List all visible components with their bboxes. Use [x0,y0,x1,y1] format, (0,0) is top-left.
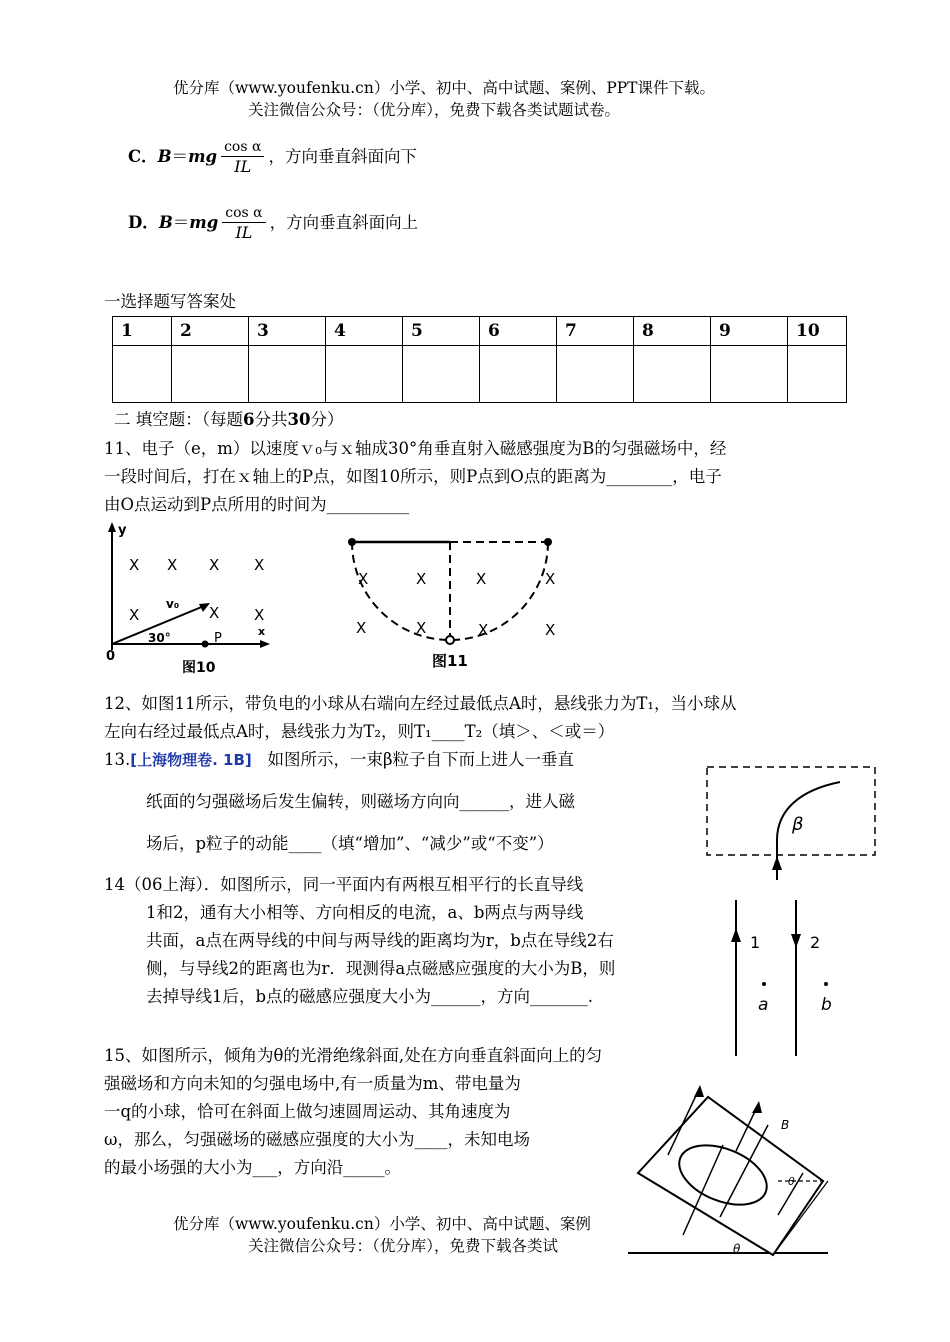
option-c-label: C． [128,147,158,166]
incline-B-label: B [781,1118,790,1132]
q13-line-3: 场后，p粒子的动能____（填“增加”、“减少”或“不变”） [146,834,554,853]
fig10-field-mark: X [209,556,220,574]
q14-line-5: 去掉导线1后，b点的磁感应强度大小为______，方向_______. [146,987,594,1006]
fig11-field-mark: X [416,619,427,637]
answer-cell[interactable] [249,346,326,403]
fig10-x-arrow [260,640,270,648]
fig10-point-p [202,641,209,648]
q12-line-1: 12、如图11所示，带负电的小球从右端向左经过最低点A时，悬线张力为T₁，当小球从 [104,694,737,713]
option-d-label: D． [128,213,159,232]
q15-line-3: 一q的小球，恰可在斜面上做匀速圆周运动、其角速度为 [104,1102,511,1121]
beta-trajectory [777,782,840,880]
answer-col-5: 5 [403,317,480,346]
answer-cell[interactable] [172,346,249,403]
answer-cell[interactable] [634,346,711,403]
fig10-y-arrow [108,522,116,532]
wire-2-arrow-down [791,934,801,948]
fig11-field-mark: X [476,570,487,588]
option-d-fraction: $\frac{\text{cos α}}{IL}$ [222,204,265,243]
answer-col-6: 6 [480,317,557,346]
fig10-field-mark: X [129,556,140,574]
wire-1-label: 1 [750,933,761,952]
option-c: C．B＝mg $\frac{\text{cos α}}{IL}$ ，方向垂直斜面向下 [128,139,417,176]
q15-line-5: 的最小场强的大小为___，方向沿_____。 [104,1158,401,1177]
answer-col-2: 2 [172,317,249,346]
section2-title: 二 填空题：（每题6分共30分） [114,410,344,429]
fig11-field-mark: X [356,619,367,637]
fig10-v0-label: v₀ [166,597,180,611]
q12-line-2: 左向右经过最低点A时，悬线张力为T₂，则T₁____T₂（填＞、＜或＝） [104,722,615,741]
header-line-2: 关注微信公众号：（优分库），免费下载各类试题试卷。 [248,101,621,119]
answer-cell[interactable] [403,346,480,403]
answer-col-1: 1 [113,317,172,346]
fig10-x-label: x [258,625,266,638]
fig11-ball [446,636,454,644]
b-arrow [694,1085,704,1097]
fig11-field-mark: X [545,570,556,588]
answer-table-input-row [113,346,847,403]
answer-col-4: 4 [326,317,403,346]
figure-incline [628,1085,838,1265]
figure-10 [100,520,280,680]
wire-1-arrow-up [731,928,741,942]
header-line-1: 优分库（www.youfenku.cn）小学、初中、高中试题、案例、PPT课件下载。 [173,79,716,97]
figure-wires [720,896,850,1061]
fig11-field-mark: X [358,570,369,588]
q14-line-4: 侧，与导线2的距离也为r．现测得a点磁感应强度的大小为B，则 [146,959,616,978]
incline-theta-upper: θ [788,1175,795,1188]
q14-line-2: 1和2，通有大小相等、方向相反的电流，a、b两点与两导线 [146,903,584,922]
fig10-caption: 图10 [182,660,216,676]
q13-line-1: 13.[上海物理卷. 1B] 如图所示，一束β粒子自下而上进人一垂直 [104,750,575,769]
fig11-left-end [348,538,356,546]
answer-cell[interactable] [711,346,788,403]
answer-cell[interactable] [113,346,172,403]
fig10-angle-label: 30° [148,631,171,645]
figure-beta-field [700,760,880,890]
footer-line-1: 优分库（www.youfenku.cn）小学、初中、高中试题、案例 [173,1215,591,1233]
beta-field-region [707,767,875,855]
answer-col-8: 8 [634,317,711,346]
b-arrow [752,1101,762,1113]
footer-line-2: 关注微信公众号：（优分库），免费下载各类试 [248,1237,559,1255]
wire-2-label: 2 [810,933,821,952]
answer-col-3: 3 [249,317,326,346]
answer-cell[interactable] [326,346,403,403]
point-a [762,982,766,986]
fig10-field-mark: X [167,556,178,574]
incline-plane [638,1097,823,1255]
figure-11 [340,532,570,672]
fig11-field-mark: X [416,570,427,588]
q11-line-2: 一段时间后，打在ｘ轴上的P点，如图10所示，则P点到O点的距离为________，电子 [104,467,722,486]
fig10-y-label: y [118,523,127,538]
answer-table-header-row [113,317,847,346]
q14-line-1: 14（06上海）．如图所示，同一平面内有两根互相平行的长直导线 [104,875,584,894]
answer-col-10: 10 [788,317,847,346]
fig10-p-label: P [214,631,222,646]
answer-section-title: 一选择题写答案处 [104,292,236,311]
answer-cell[interactable] [480,346,557,403]
fig10-origin-label: 0 [106,649,116,664]
answer-col-7: 7 [557,317,634,346]
q14-line-3: 共面，a点在两导线的中间与两导线的距离均为r，b点在导线2右 [146,931,614,950]
fig11-field-mark: X [545,621,556,639]
answer-col-9: 9 [711,317,788,346]
beta-arrow [772,856,782,870]
option-c-fraction: $\frac{\text{cos α}}{IL}$ [221,138,264,177]
incline-theta-lower: θ [733,1242,741,1256]
option-d: D．B＝mg $\frac{\text{cos α}}{IL}$ ，方向垂直斜面向上 [128,205,419,242]
answer-cell[interactable] [557,346,634,403]
fig11-field-mark: X [478,621,489,639]
q15-line-4: ω，那么，匀强磁场的磁感应强度的大小为____，未知电场 [104,1130,530,1149]
fig10-field-mark: X [209,604,220,622]
fig10-field-mark: X [254,556,265,574]
q13-source: [上海物理卷. 1B] [130,751,252,769]
point-b [824,982,828,986]
q15-line-1: 15、如图所示，倾角为θ的光滑绝缘斜面,处在方向垂直斜面向上的匀 [104,1046,603,1065]
fig10-field-mark: X [129,606,140,624]
point-a-label: a [758,995,769,1015]
answer-cell[interactable] [788,346,847,403]
fig11-caption: 图11 [432,652,468,670]
beta-label: β [792,814,804,835]
q11-line-3: 由O点运动到P点所用的时间为__________ [104,495,410,514]
q13-line-2: 纸面的匀强磁场后发生偏转，则磁场方向向______，进人磁 [146,792,575,811]
fig10-field-mark: X [254,606,265,624]
point-b-label: b [821,995,832,1015]
q15-line-2: 强磁场和方向未知的匀强电场中,有一质量为m、带电量为 [104,1074,521,1093]
answer-table [112,316,847,403]
fig11-right-end [544,538,552,546]
q11-line-1: 11、电子（e，m）以速度ｖ₀与ｘ轴成30°角垂直射入磁感强度为B的匀强磁场中，经 [104,439,727,458]
